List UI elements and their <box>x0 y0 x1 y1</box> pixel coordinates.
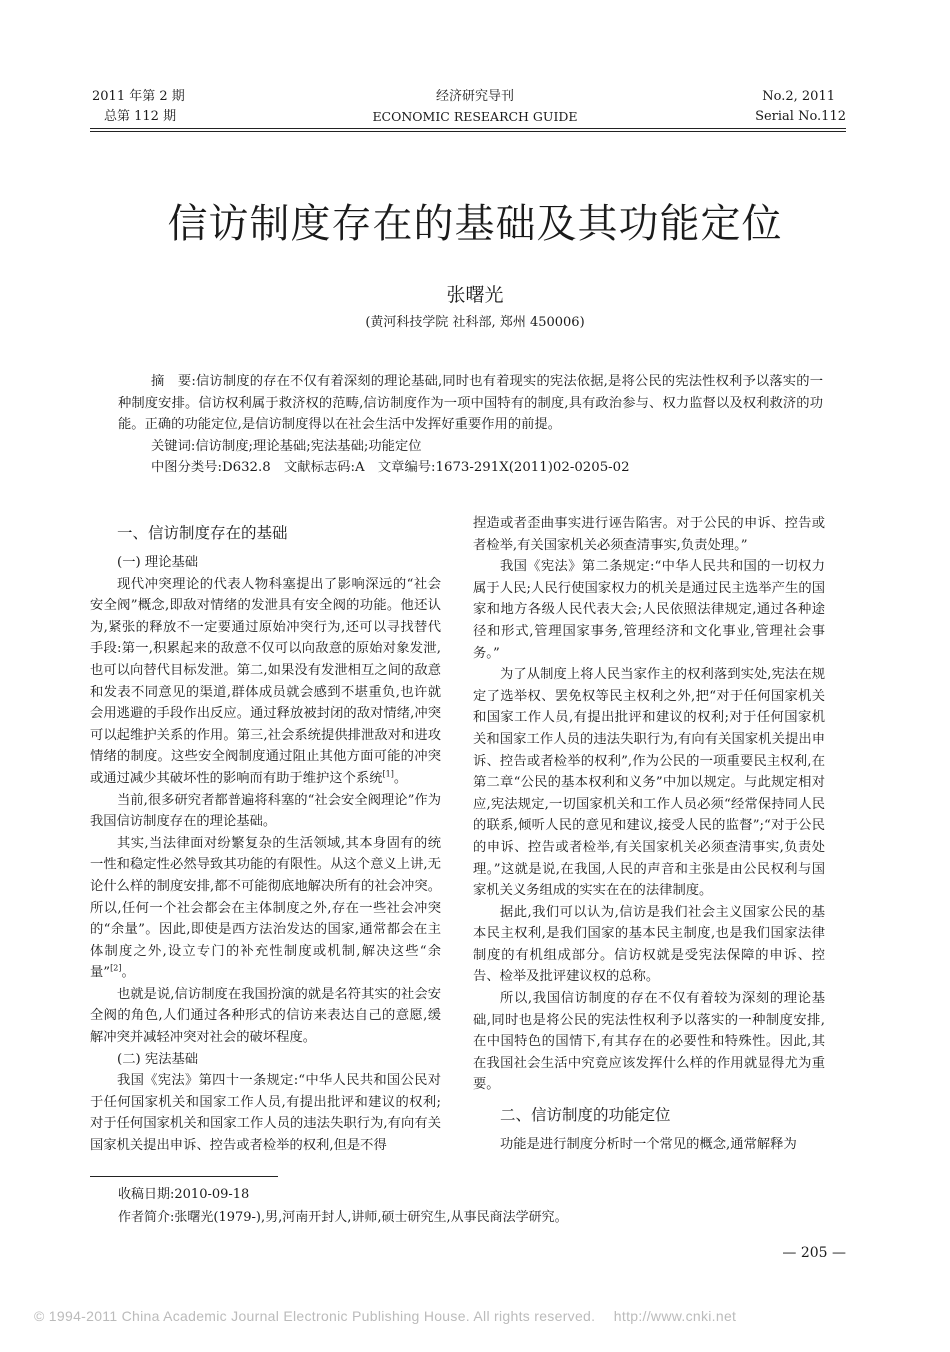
abstract-block <box>118 371 823 479</box>
paragraph <box>90 833 441 984</box>
footnote-rule <box>90 1176 278 1177</box>
header-rule-bottom <box>90 131 846 132</box>
header-issue: 2011 年第 2 期 <box>92 89 185 104</box>
header-journal-en: ECONOMIC RESEARCH GUIDE <box>372 109 578 124</box>
paragraph <box>90 574 441 790</box>
paragraph: 据此,我们可以认为,信访是我们社会主义国家公民的基本民主权利,是我们国家的基本民主制度,也是我们国家法律制度的有机组成部分。信访权就是受宪法保障的申诉、控告、检举及批评建议权的总称。 <box>473 904 825 985</box>
header-number: No.2, 2011 <box>762 89 835 104</box>
header-rule-top <box>90 128 846 129</box>
citation-ref: [2] <box>110 963 122 973</box>
right-column <box>473 513 825 1156</box>
subsection-heading-constitution: (二) 宪法基础 <box>117 1051 199 1067</box>
paragraph: 功能是进行制度分析时一个常见的概念,通常解释为 <box>500 1137 797 1153</box>
citation-ref: [1] <box>382 769 394 779</box>
paragraph-end: 。 <box>121 965 135 981</box>
section-heading-2: 二、信访制度的功能定位 <box>500 1106 671 1125</box>
paragraph: 为了从制度上将人民当家作主的权利落到实处,宪法在规定了选举权、罢免权等民主权利之外,把“对于任何国家机关和国家工作人员,有提出批评和建议的权利;对于任何国家机关和国家工作人员的违法失职行为,有向有关国家机关提出申诉、控告或者检举的权利”,作为公民的一项重要民主权利,在第二章“公民的基本权利和义务”中加以规定。与此规定相对应,宪法规定,一切国家机关和工作人员必须“经常保持同人民的联系,倾听人民的意见和建议,接受人民的监督”;“对于公民的申诉、控告或者检举,有关国家机关必须查清事实,负责处理。”这就是说,在我国,人民的声音和主张是由公民权利与国家机关义务组成的实实在在的法律制度。 <box>473 667 825 899</box>
paragraph: 捏造或者歪曲事实进行诬告陷害。对于公民的申诉、控告或者检举,有关国家机关必须查清事实,负责处理。” <box>473 516 825 553</box>
paragraph-end: 。 <box>393 770 408 786</box>
paragraph: 我国《宪法》第四十一条规定:“中华人民共和国公民对于任何国家机关和国家工作人员,有提出批评和建议的权利;对于任何国家机关和国家工作人员的违法失职行为,有向有关国家机关提出申诉、控告或者检举的权利,但是不得 <box>90 1073 441 1154</box>
subsection-heading-theory: (一) 理论基础 <box>117 555 199 570</box>
left-column <box>90 514 441 1157</box>
paragraph-text: 其实,当法律面对纷繁复杂的生活领域,其本身固有的统一性和稳定性必然导致其功能的有限性。从这个意义上讲,无论什么样的制度安排,都不可能彻底地解决所有的社会冲突。所以,任何一个社会都会在主体制度之外,存在一些社会冲突的“余量”。因此,即使是西方法治发达的国家,通常都会在主体制度之外,设立专门的补充性制度或机制,解决这些“余量” <box>90 835 441 981</box>
paragraph-text: 现代冲突理论的代表人物科塞提出了影响深远的“社会安全阀”概念,即敌对情绪的发泄具有安全阀的功能。他还认为,紧张的释放不一定要通过原始冲突行为,还可以寻找替代手段:第一,积累起来的敌意不仅可以向敌意的原始对象发泄,也可以向替代目标发泄。第二,如果没有发泄相互之间的敌意和发表不同意见的渠道,群体成员就会感到不堪重负,也许就会用逃避的手段作出反应。通过释放被封闭的敌对情绪,冲突可以起维护关系的作用。第三,社会系统提供排泄敌对和进攻情绪的制度。这些安全阀制度通过阻止其他方面可能的冲突或通过减少其破坏性的影响而有助于维护这个系统 <box>90 576 441 786</box>
author-affiliation: (黄河科技学院 社科部, 郑州 450006) <box>365 315 585 330</box>
classification: 中图分类号:D632.8 文献标志码:A 文章编号:1673-291X(2011)02-0205-02 <box>151 460 630 475</box>
header-journal-cn: 经济研究导刊 <box>435 89 514 104</box>
author-bio: 作者简介:张曙光(1979-),男,河南开封人,讲师,硕士研究生,从事民商法学研究。 <box>118 1210 568 1225</box>
paragraph: 所以,我国信访制度的存在不仅有着较为深刻的理论基础,同时也是将公民的宪法性权利予以落实的一种制度安排,在中国特色的国情下,有其存在的必要性和特殊性。因此,其在我国社会生活中究竟应该发挥什么样的作用就显得尤为重要。 <box>473 991 825 1093</box>
received-date: 收稿日期:2010-09-18 <box>118 1187 250 1202</box>
header-serial-cn: 总第 112 期 <box>104 109 177 124</box>
header-serial-en: Serial No.112 <box>755 109 846 124</box>
keywords: 关键词:信访制度;理论基础;宪法基础;功能定位 <box>151 438 422 454</box>
page-title: 信访制度存在的基础及其功能定位 <box>167 201 783 247</box>
author-name: 张曙光 <box>446 284 504 306</box>
abstract-text: 摘 要:信访制度的存在不仅有着深刻的理论基础,同时也有着现实的宪法依据,是将公民的宪法性权利予以落实的一种制度安排。信访权利属于救济权的范畴,信访制度作为一项中国特有的制度,具有政治参与、权力监督以及权利救济的功能。正确的功能定位,是信访制度得以在社会生活中发挥好重要作用的前提。 <box>118 374 823 432</box>
page-number: — 205 — <box>782 1245 846 1261</box>
paragraph: 也就是说,信访制度在我国扮演的就是名符其实的社会安全阀的角色,人们通过各种形式的信访来表达自己的意愿,缓解冲突并减轻冲突对社会的破坏程度。 <box>90 986 441 1046</box>
copyright-notice: © 1994-2011 China Academic Journal Electronic Publishing House. All rights reserved. http://www.cnki.net <box>34 1308 737 1324</box>
section-heading-1: 一、信访制度存在的基础 <box>117 524 288 542</box>
paragraph: 当前,很多研究者都普遍将科塞的“社会安全阀理论”作为我国信访制度存在的理论基础。 <box>90 792 441 830</box>
paragraph: 我国《宪法》第二条规定:“中华人民共和国的一切权力属于人民;人民行使国家权力的机关是通过民主选举产生的国家和地方各级人民代表大会;人民依照法律规定,通过各种途径和形式,管理国家事务,管理经济和文化事业,管理社会事务。” <box>473 559 825 661</box>
